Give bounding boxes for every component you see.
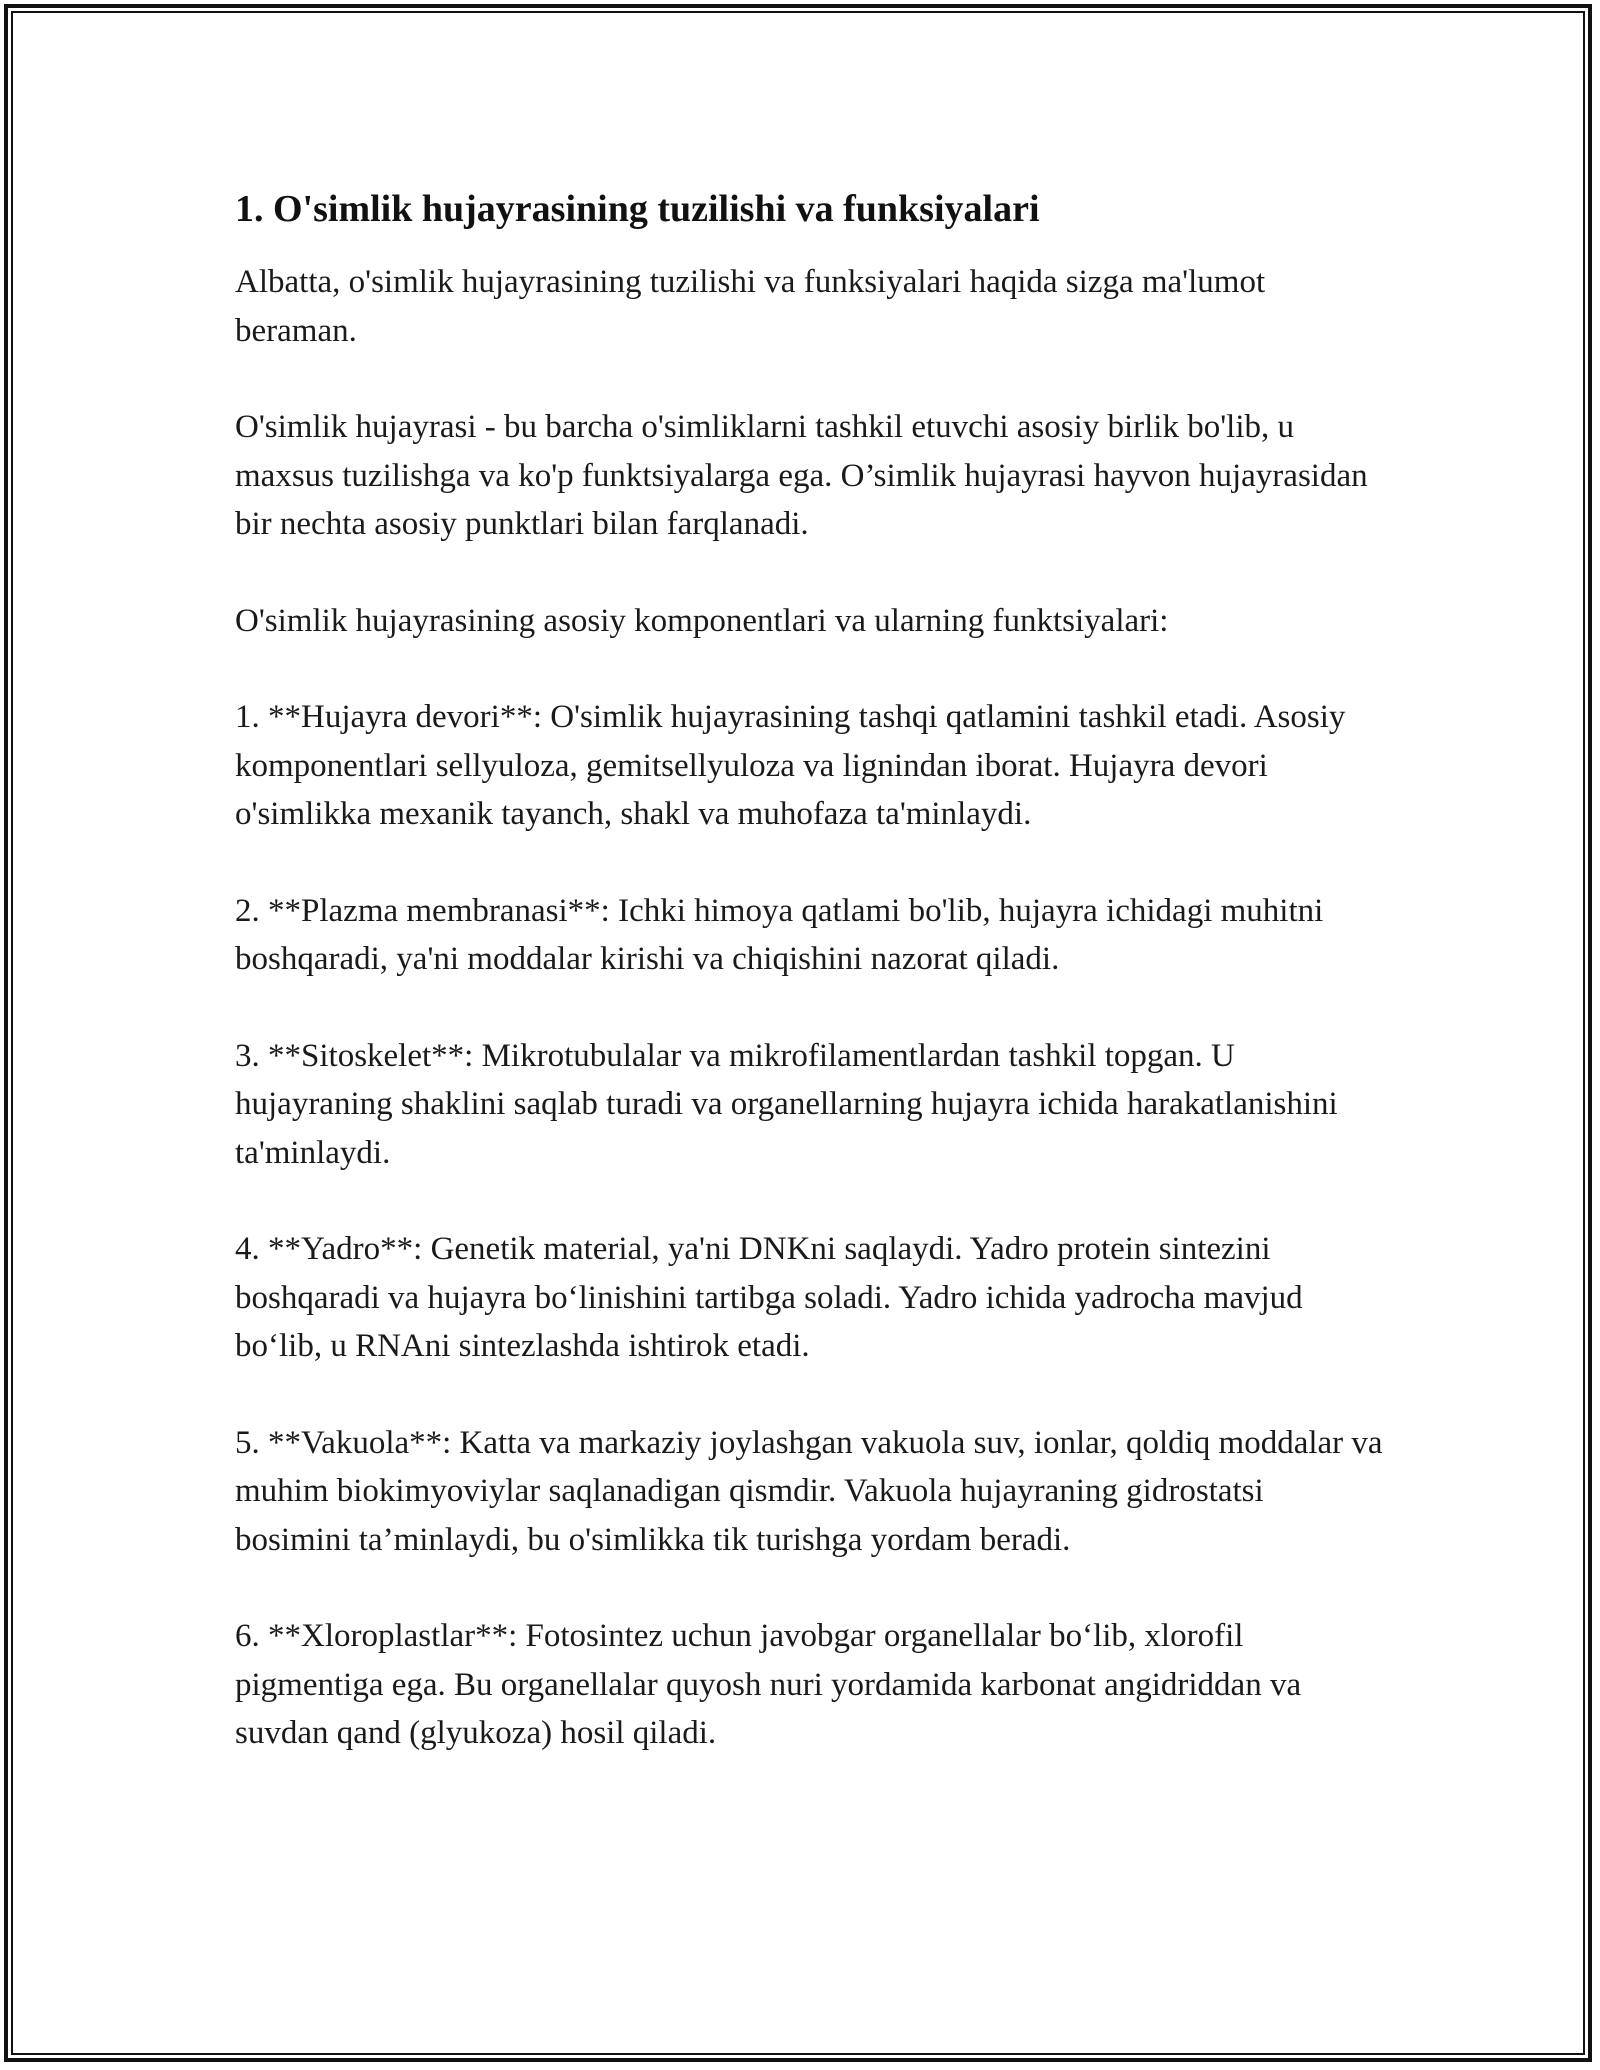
list-item-cytoskeleton: 3. **Sitoskelet**: Mikrotubulalar va mikrofilamentlardan tashkil topgan. U hujayraning shaklini saqlab turadi va organellarning hujayra ichida harakatlanishini ta'minlaydi.	[235, 1037, 1338, 1171]
list-item-nucleus: 4. **Yadro**: Genetik material, ya'ni DNKni saqlaydi. Yadro protein sintezini boshqaradi va hujayra bo‘linishini tartibga soladi. Yadro ichida yadrocha mavjud bo‘lib, u RNAni sintezlashda ishtirok etadi.	[235, 1231, 1303, 1364]
paragraph-components-heading: O'simlik hujayrasining asosiy komponentlari va ularning funktsiyalari:	[235, 602, 1169, 639]
list-item-vacuole: 5. **Vakuola**: Katta va markaziy joylashgan vakuola suv, ionlar, qoldiq moddalar va muhim biokimyoviylar saqlanadigan qismdir. Vakuola hujayraning gidrostatsi bosimini ta’minlaydi, bu o'simlikka tik turishga yordam beradi.	[235, 1424, 1383, 1558]
document-title: 1. O'simlik hujayrasining tuzilishi va funksiyalari	[235, 188, 1040, 230]
list-item-plasma-membrane: 2. **Plazma membranasi**: Ichki himoya qatlami bo'lib, hujayra ichidagi muhitni boshqaradi, ya'ni moddalar kirishi va chiqishini nazorat qiladi.	[235, 892, 1324, 977]
list-item-cell-wall: 1. **Hujayra devori**: O'simlik hujayrasining tashqi qatlamini tashkil etadi. Asosiy komponentlari sellyuloza, gemitsellyuloza va lignindan iborat. Hujayra devori o'simlikka mexanik tayanch, shakl va muhofaza ta'minlaydi.	[235, 699, 1346, 832]
paragraph-intro: Albatta, o'simlik hujayrasining tuzilishi va funksiyalari haqida sizga ma'lumot beraman.	[235, 264, 1266, 349]
list-item-chloroplasts: 6. **Xloroplastlar**: Fotosintez uchun javobgar organellalar bo‘lib, xlorofil pigmentiga ega. Bu organellalar quyosh nuri yordamida karbonat angidriddan va suvdan qand (glyukoza) hosil qiladi.	[235, 1618, 1302, 1751]
paragraph-definition: O'simlik hujayrasi - bu barcha o'simliklarni tashkil etuvchi asosiy birlik bo'lib, u maxsus tuzilishga va ko'p funktsiyalarga ega. O’simlik hujayrasi hayvon hujayrasidan bir nechta asosiy punktlari bilan farqlanadi.	[235, 409, 1368, 542]
document-body	[235, 186, 1385, 1806]
